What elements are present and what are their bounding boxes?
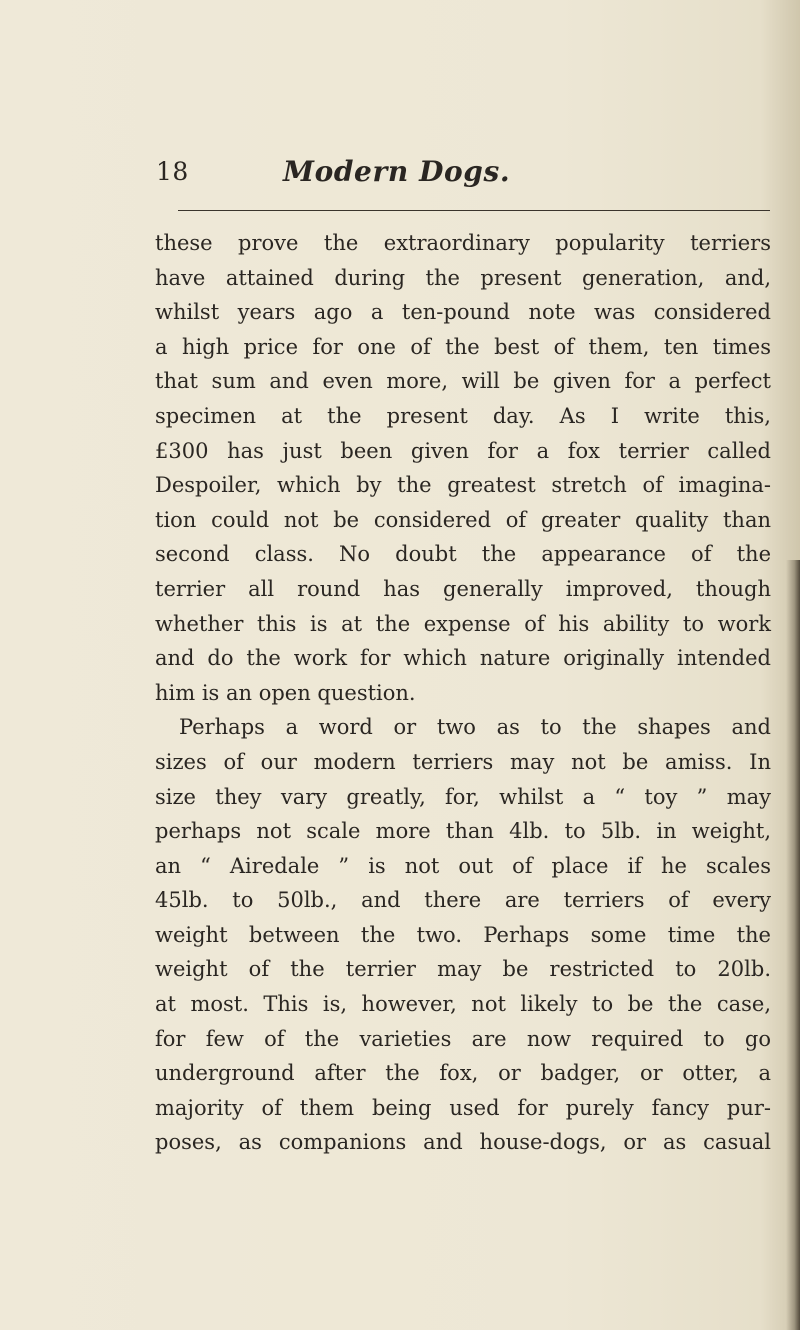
text-line: these prove the extraordinary popularity terriers [155,231,771,255]
text-line: majority of them being used for purely fancy pur- [155,1095,771,1120]
text-line: sizes of our modern terriers may not be amiss. In [155,749,771,774]
text-line: a high price for one of the best of them, ten times [155,334,771,359]
text-line: Despoiler, which by the greatest stretch of imagina- [155,473,771,498]
text-line: 45lb. to 50lb., and there are terriers of every [155,888,771,913]
text-line: second class. No doubt the appearance of the [155,542,771,567]
text-line: whether this is at the expense of his ability to work [155,611,771,636]
text-line: weight of the terrier may be restricted to 20lb. [155,957,771,982]
text-line: Perhaps a word or two as to the shapes and [179,715,771,740]
header-rule [178,210,770,211]
text-line: size they vary greatly, for, whilst a “ toy ” may [155,784,771,809]
page-header [0,157,800,197]
text-line: £300 has just been given for a fox terrier called [155,438,771,463]
page-number: 18 [156,157,189,186]
text-line: perhaps not scale more than 4lb. to 5lb. in weight, [155,819,771,844]
text-line: underground after the fox, or badger, or otter, a [155,1061,771,1086]
page-edge-shadow [786,560,800,1330]
running-title: Modern Dogs. [283,155,511,188]
text-line: specimen at the present day. As I write this, [155,403,771,428]
text-line: have attained during the present generation, and, [155,265,771,290]
text-line: tion could not be considered of greater quality than [155,507,771,532]
text-line: terrier all round has generally improved, though [155,576,771,601]
text-line: that sum and even more, will be given for a perfect [155,369,771,394]
text-line: and do the work for which nature originally intended [155,646,771,671]
text-line: an “ Airedale ” is not out of place if he scales [155,853,771,878]
body-text [155,226,771,1160]
text-line: for few of the varieties are now required to go [155,1026,771,1051]
text-line: whilst years ago a ten-pound note was considered [155,300,771,325]
text-line: poses, as companions and house-dogs, or as casual [155,1130,771,1155]
text-line: at most. This is, however, not likely to be the case, [155,992,771,1017]
text-line: weight between the two. Perhaps some time the [155,922,771,947]
text-line: him is an open question. [155,680,416,705]
